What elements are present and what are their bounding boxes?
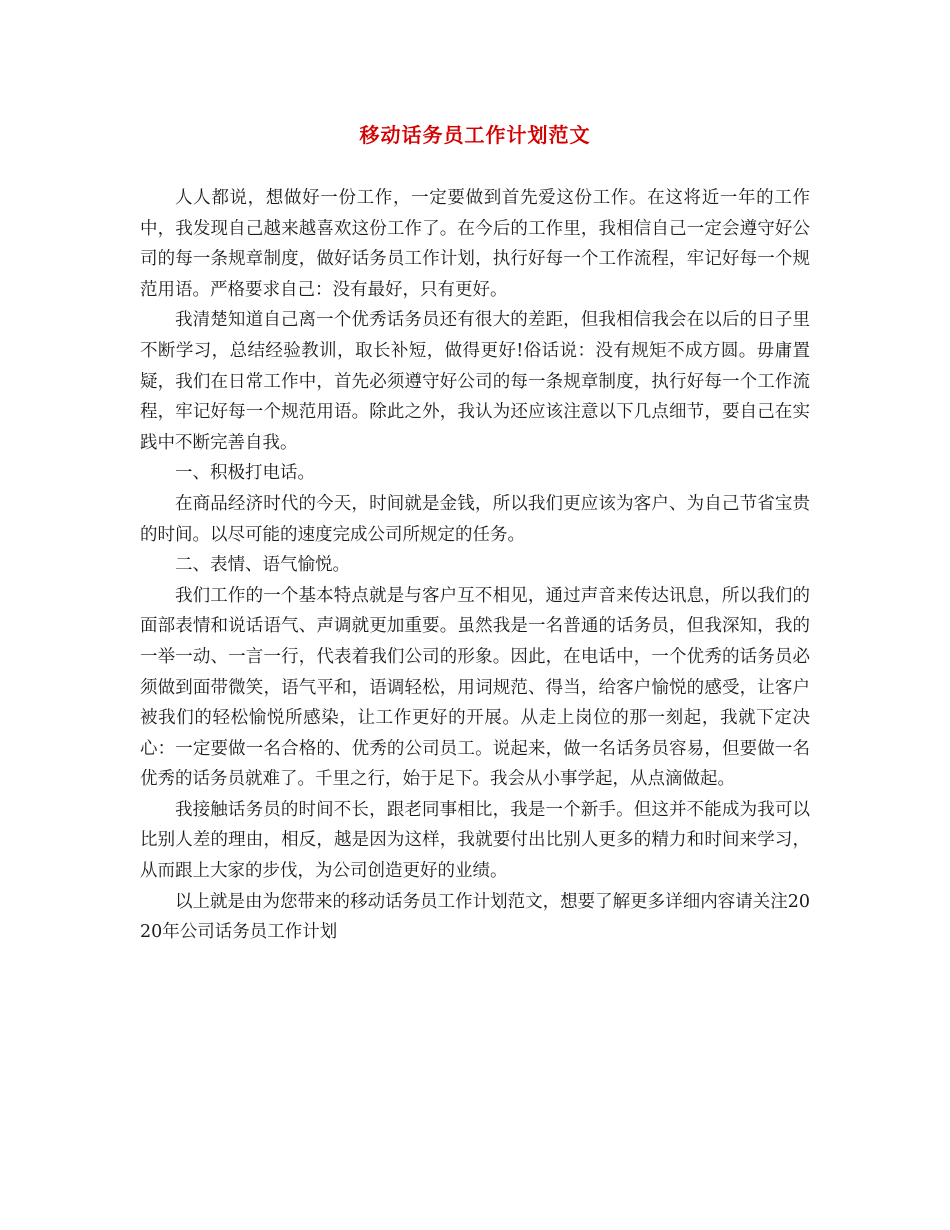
section-heading-1: 一、积极打电话。 (175, 463, 315, 484)
paragraph-closing: 以上就是由为您带来的移动话务员工作计划范文，想要了解更多详细内容请关注2020年公司话务员工作计划 (140, 891, 810, 943)
paragraph-section-2: 我们工作的一个基本特点就是与客户互不相见，通过声音来传达讯息，所以我们的面部表情和说话语气、声调就更加重要。虽然我是一名普通的话务员，但我深知，我的一举一动、一言一行，代表着我们公司的形象。因此，在电话中，一个优秀的话务员必须做到面带微笑，语气平和，语调轻松，用词规范、得当，给客户愉悦的感受，让客户被我们的轻松愉悦所感染，让工作更好的开展。从走上岗位的那一刻起，我就下定决心：一定要做一名合格的、优秀的公司员工。说起来，做一名话务员容易，但要做一名优秀的话务员就难了。千里之行，始于足下。我会从小事学起，从点滴做起。 (140, 585, 810, 790)
paragraph-newcomer: 我接触话务员的时间不长，跟老同事相比，我是一个新手。但这并不能成为我可以比别人差的理由，相反，越是因为这样，我就要付出比别人更多的精力和时间来学习，从而跟上大家的步伐，为公司创造更好的业绩。 (140, 799, 810, 882)
document-body (140, 183, 810, 948)
paragraph-intro: 人人都说，想做好一份工作，一定要做到首先爱这份工作。在这将近一年的工作中，我发现自己越来越喜欢这份工作了。在今后的工作里，我相信自己一定会遵守好公司的每一条规章制度，做好话务员工作计划，执行好每一个工作流程，牢记好每一个规范用语。严格要求自己：没有最好，只有更好。 (140, 188, 810, 300)
paragraph-gap: 我清楚知道自己离一个优秀话务员还有很大的差距，但我相信我会在以后的日子里不断学习，总结经验教训，取长补短，做得更好!俗话说：没有规矩不成方圆。毋庸置疑，我们在日常工作中，首先必须遵守好公司的每一条规章制度，执行好每一个工作流程，牢记好每一个规范用语。除此之外，我认为还应该注意以下几点细节，要自己在实践中不断完善自我。 (140, 310, 810, 453)
document-title: 移动话务员工作计划范文 (359, 123, 591, 147)
paragraph-section-1: 在商品经济时代的今天，时间就是金钱，所以我们更应该为客户、为自己节省宝贵的时间。以尽可能的速度完成公司所规定的任务。 (140, 493, 810, 545)
section-heading-2: 二、表情、语气愉悦。 (175, 555, 350, 576)
